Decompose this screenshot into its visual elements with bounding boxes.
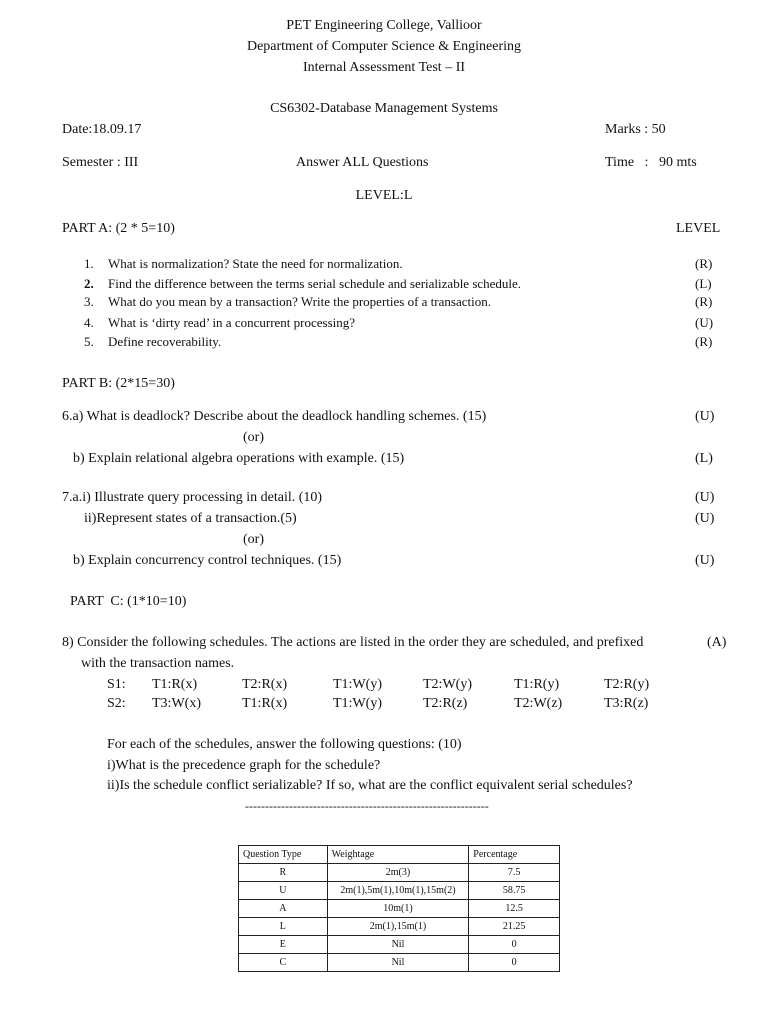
q6b-text: b) Explain relational algebra operations with example. (15) (73, 451, 405, 466)
exam-time: Time : 90 mts (605, 155, 697, 170)
test-title: Internal Assessment Test – II (302, 60, 466, 75)
q1-text: What is normalization? State the need for normalization. (108, 256, 403, 271)
s2-op-1: T3:W(x) (152, 696, 201, 711)
q8-line2: with the transaction names. (81, 656, 235, 671)
table-cell: 7.5 (469, 864, 560, 882)
table-cell: 2m(1),5m(1),10m(1),15m(2) (327, 882, 469, 900)
s2-op-5: T2:W(z) (514, 696, 563, 711)
s2-op-6: T3:R(z) (604, 696, 649, 711)
q3-number: 3. (84, 294, 94, 309)
q6a-level: (U) (695, 409, 715, 424)
table-cell: 10m(1) (327, 900, 469, 918)
q8-level: (A) (707, 635, 727, 650)
schedule-s2-label: S2: (107, 696, 126, 711)
s1-op-1: T1:R(x) (152, 677, 198, 692)
s1-op-5: T1:R(y) (514, 677, 560, 692)
s1-op-6: T2:R(y) (604, 677, 650, 692)
table-row (239, 864, 560, 882)
table-cell: E (239, 936, 328, 954)
column-header: Question Type (239, 846, 328, 864)
schedule-s1-label: S1: (107, 677, 126, 692)
q5-text: Define recoverability. (108, 334, 222, 349)
q2-level: (L) (695, 276, 712, 291)
q6b-level: (L) (695, 451, 713, 466)
table-cell: 58.75 (469, 882, 560, 900)
table-cell: R (239, 864, 328, 882)
s1-op-3: T1:W(y) (333, 677, 382, 692)
s2-op-4: T2:R(z) (423, 696, 468, 711)
part-b-title: PART B: (2*15=30) (62, 376, 175, 391)
table-cell: Nil (327, 936, 469, 954)
table-cell: Nil (327, 954, 469, 972)
q3-level: (R) (695, 294, 713, 309)
s1-op-2: T2:R(x) (242, 677, 288, 692)
table-cell: L (239, 918, 328, 936)
level-column-header: LEVEL (676, 221, 721, 236)
table-row (239, 936, 560, 954)
table-cell: A (239, 900, 328, 918)
s1-op-4: T2:W(y) (423, 677, 472, 692)
q3-text: What do you mean by a transaction? Write the properties of a transaction. (108, 294, 491, 309)
course-title: CS6302-Database Management Systems (270, 101, 498, 116)
column-header: Percentage (469, 846, 560, 864)
s2-op-3: T1:W(y) (333, 696, 382, 711)
part-a-title: PART A: (2 * 5=10) (62, 221, 175, 236)
instruction: Answer ALL Questions (296, 155, 429, 170)
weightage-table (238, 845, 560, 972)
q4-text: What is ‘dirty read’ in a concurrent processing? (108, 315, 356, 330)
table-cell: 2m(3) (327, 864, 469, 882)
q7ai-text: 7.a.i) Illustrate query processing in detail. (10) (62, 490, 323, 505)
table-header-row (239, 846, 560, 864)
table-row (239, 900, 560, 918)
q6a-text: 6.a) What is deadlock? Describe about the deadlock handling schemes. (15) (62, 409, 487, 424)
table-row (239, 918, 560, 936)
q2-number: 2. (84, 276, 94, 291)
q8-sub-ii: ii)Is the schedule conflict serializable? If so, what are the conflict equivalent serial schedules? (107, 778, 633, 793)
q8-line1: 8) Consider the following schedules. The actions are listed in the order they are scheduled, and prefixed (62, 635, 644, 650)
table-cell: 0 (469, 954, 560, 972)
department-name: Department of Computer Science & Engineering (246, 39, 522, 54)
end-separator: ------------------------------------------------------------- (245, 799, 489, 813)
q7b-text: b) Explain concurrency control techniques. (15) (73, 553, 342, 568)
table-row (239, 882, 560, 900)
table-cell: C (239, 954, 328, 972)
college-name: PET Engineering College, Vallioor (286, 18, 482, 33)
q7-or: (or) (243, 532, 264, 547)
table-cell: U (239, 882, 328, 900)
q1-level: (R) (695, 256, 713, 271)
exam-date: Date:18.09.17 (62, 122, 142, 137)
q6-or: (or) (243, 430, 264, 445)
q4-level: (U) (695, 315, 714, 330)
table-cell: 21.25 (469, 918, 560, 936)
part-c-title: PART C: (1*10=10) (70, 594, 187, 609)
semester: Semester : III (62, 155, 139, 170)
q5-level: (R) (695, 334, 713, 349)
table-cell: 2m(1),15m(1) (327, 918, 469, 936)
q5-number: 5. (84, 334, 94, 349)
q1-number: 1. (84, 256, 94, 271)
q7ai-level: (U) (695, 490, 715, 505)
table-cell: 0 (469, 936, 560, 954)
q7aii-text: ii)Represent states of a transaction.(5) (84, 511, 297, 526)
paper-level: LEVEL:L (355, 188, 413, 203)
table-row (239, 954, 560, 972)
total-marks: Marks : 50 (605, 122, 666, 137)
q8-sub-i: i)What is the precedence graph for the schedule? (107, 758, 381, 773)
q4-number: 4. (84, 315, 94, 330)
q7b-level: (U) (695, 553, 715, 568)
column-header: Weightage (327, 846, 469, 864)
q2-text: Find the difference between the terms serial schedule and serializable schedule. (108, 276, 522, 291)
q7aii-level: (U) (695, 511, 715, 526)
q8-followup: For each of the schedules, answer the following questions: (10) (107, 737, 462, 752)
s2-op-2: T1:R(x) (242, 696, 288, 711)
table-cell: 12.5 (469, 900, 560, 918)
